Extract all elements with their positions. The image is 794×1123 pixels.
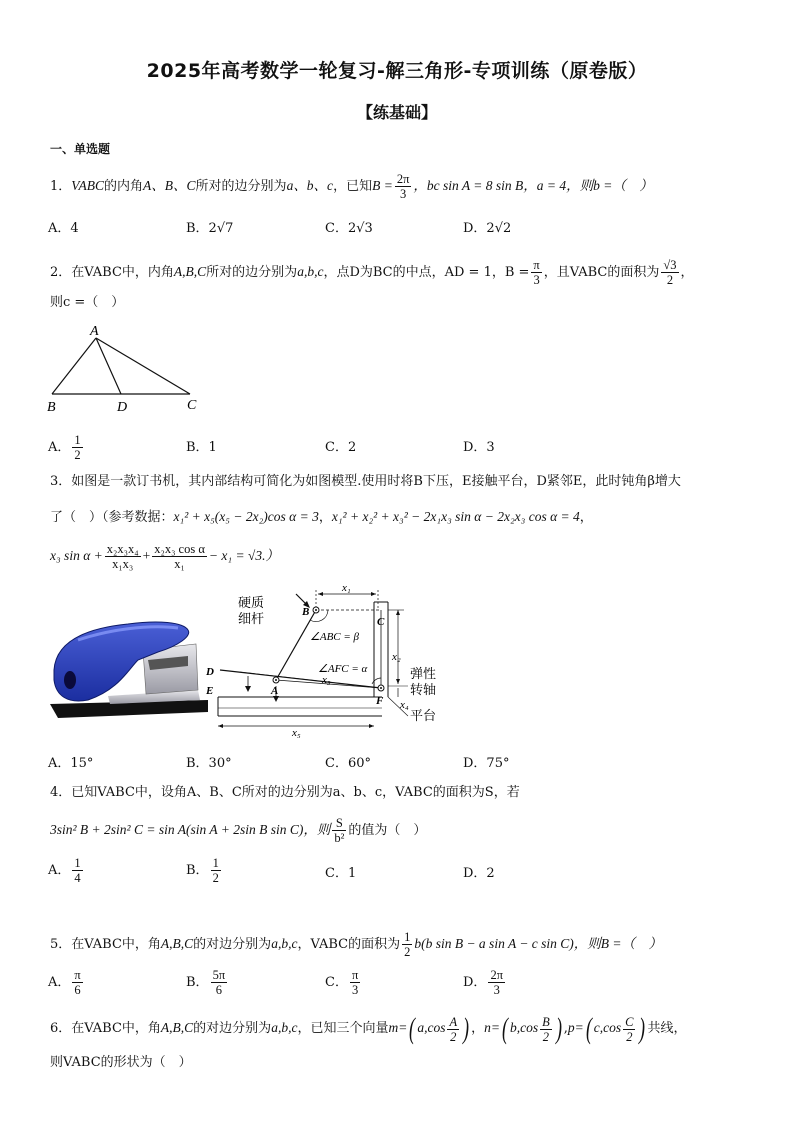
question-number: 4． xyxy=(50,785,72,800)
option-a[interactable]: A． $\frac{1}{2}$ xyxy=(48,433,81,462)
question-text: 所对的边分别为 xyxy=(206,265,298,280)
equation-2: x₁² + x₂² + x₃² − 2x₁x₃ sin α − 2x₂x₃ cos α = 4 xyxy=(331,509,580,524)
angle-vars: A,B,C xyxy=(160,1020,194,1036)
angle-vars: A,B,C xyxy=(160,936,194,951)
triangle-figure xyxy=(40,322,220,418)
option-c[interactable]: C．2 xyxy=(325,440,357,455)
vector-m-render: m=( a,cos $\frac{A}{2}$ ) xyxy=(388,1012,470,1045)
label-elastic: 弹性 xyxy=(410,666,437,681)
option-b[interactable]: B． $\frac{1}{2}$ xyxy=(186,856,219,885)
option-c[interactable]: C．1 xyxy=(325,866,357,881)
question-text: ，VABC的面积为 xyxy=(297,937,401,952)
side-vars: a、b、c xyxy=(286,178,334,193)
question-text: 如图是一款订书机，其内部结构可简化为如图模型.使用时将B下压，E接触平台，D紧邻E，此时钝角β增大 xyxy=(71,474,681,489)
label-rigid: 硬质 xyxy=(238,595,265,610)
label-angle-abc: ∠ABC = β xyxy=(310,631,360,643)
triangle-label: VABC xyxy=(71,178,105,193)
question-text: 共线， xyxy=(647,1021,687,1037)
option-d[interactable]: D．2 xyxy=(463,866,495,881)
angle-vars: A,B,C xyxy=(173,264,207,279)
label-x1: x₁ xyxy=(342,582,351,594)
question-text: 所对的边分别为 xyxy=(195,179,287,194)
label-b: B xyxy=(302,606,310,618)
question-2 xyxy=(50,258,694,287)
question-number: 1． xyxy=(50,179,72,194)
label-axis: 转轴 xyxy=(410,682,437,697)
label-x4: x₄ xyxy=(400,699,409,711)
page-title: 2025年高考数学一轮复习-解三角形-专项训练（原卷版） xyxy=(146,60,648,82)
label-x5: x₅ xyxy=(292,727,301,739)
option-b[interactable]: B．1 xyxy=(186,440,217,455)
plus-sign: + xyxy=(142,548,151,563)
label-rod: 细杆 xyxy=(238,611,265,626)
label-x3: x₃ xyxy=(322,674,331,686)
option-a[interactable]: A． $\frac{\pi}{6}$ xyxy=(48,968,81,997)
option-b[interactable]: B．2√7 xyxy=(186,221,234,236)
question-text: 的对边分别为 xyxy=(193,1021,272,1037)
vector-n-render: n=( b,cos $\frac{B}{2}$ ) xyxy=(484,1012,562,1045)
question-text: ，已知三个向量 xyxy=(297,1021,389,1037)
option-d[interactable]: D．75° xyxy=(463,756,510,771)
equation: x₃ sin α + xyxy=(50,548,103,563)
question-3 xyxy=(50,473,681,491)
question-text: 的对边分别为 xyxy=(193,937,272,952)
question-6-line2: 则VABC的形状为（ ） xyxy=(50,1055,192,1070)
side-ac xyxy=(96,338,190,394)
equation-1: x₁² + x₅(x₅ − 2x₂)cos α = 3 xyxy=(173,509,319,524)
question-number: 2． xyxy=(50,265,72,280)
option-c[interactable]: C．2√3 xyxy=(325,221,373,236)
section-heading: 一、单选题 xyxy=(50,142,111,156)
page-subtitle: 【练基础】 xyxy=(356,103,437,122)
question-2-line2: 则c =（ ） xyxy=(50,295,125,310)
label-d: D xyxy=(206,666,214,678)
option-d[interactable]: D． $\frac{2\pi}{3}$ xyxy=(463,968,503,997)
punct: ， xyxy=(680,265,694,280)
fraction: $\frac{2\pi}{3}$ xyxy=(396,172,410,201)
angle-vars: A、B、C xyxy=(143,178,196,193)
question-text: ，且VABC的面积为 xyxy=(543,265,660,280)
equation: b(b sin B − a sin A − c sin C)，则B =（ ） xyxy=(414,936,663,951)
option-b[interactable]: B． $\frac{5\pi}{6}$ xyxy=(186,968,226,997)
label-c: C xyxy=(187,398,197,413)
question-5: 5．在VABC中，角A,B,C的对边分别为a,b,c，VABC的面积为 $\frac{1}{2}$ b(b sin B − a sin A − c sin C)，则B =（ ） xyxy=(50,930,663,959)
question-text: 的值为（ ） xyxy=(348,823,427,838)
stapler-photo xyxy=(48,600,210,720)
side-vars: a,b,c xyxy=(297,264,324,279)
question-4-line2: 3sin² B + 2sin² C = sin A(sin A + 2sin B sin C)，则 $\frac{S}{\text{b²}}$ 的值为（ ） xyxy=(50,816,427,845)
label-f: F xyxy=(376,695,384,707)
question-3-line2: 了（ ）（参考数据：x₁² + x₅(x₅ − 2x₂)cos α = 3，x₁² + x₂² + x₃² − 2x₁x₃ sin α − 2x₂x₃ cos α = 4， xyxy=(50,509,593,525)
side-vars: a,b,c xyxy=(271,936,298,951)
rod-ba xyxy=(276,610,316,680)
side-vars: a,b,c xyxy=(271,1020,298,1036)
question-text: 了（ ）（参考数据： xyxy=(50,510,174,525)
question-4 xyxy=(50,784,520,802)
stapler-model-diagram xyxy=(200,580,450,740)
question-number: 5． xyxy=(50,937,72,952)
equation: 3sin² B + 2sin² C = sin A(sin A + 2sin B sin C)，则 xyxy=(50,822,331,837)
option-a[interactable]: A．4 xyxy=(48,221,79,236)
label-a: A xyxy=(271,685,279,697)
option-d[interactable]: D．2√2 xyxy=(463,221,512,236)
option-d[interactable]: D．3 xyxy=(463,440,495,455)
equation: − x₁ = √3.） xyxy=(208,548,279,563)
fraction: $\frac{√3}{2}$ xyxy=(663,258,677,287)
question-1 xyxy=(50,172,653,201)
vector-p-render: p=( c,cos $\frac{C}{2}$ ) xyxy=(567,1012,646,1045)
question-text: 已知VABC中，设角A、B、C所对的边分别为a、b、c，VABC的面积为S，若 xyxy=(71,785,520,800)
question-number: 3． xyxy=(50,474,72,489)
question-text: 在VABC中，角 xyxy=(71,937,161,952)
question-text: 在VABC中，角 xyxy=(71,1021,161,1037)
label-b: B xyxy=(47,400,56,415)
median-ad xyxy=(96,338,121,394)
fraction: $\frac{\pi}{3}$ xyxy=(533,258,540,287)
label-x2: x₂ xyxy=(392,651,401,663)
label-platform: 平台 xyxy=(410,708,437,723)
label-e: E xyxy=(206,685,214,697)
option-a[interactable]: A． $\frac{1}{4}$ xyxy=(48,856,81,885)
question-text: 的内角 xyxy=(104,179,144,194)
question-6: 6．在VABC中，角A,B,C的对边分别为a,b,c，已知三个向量m=( a,cos $\frac{A}{2}$ ) ，n=( b,cos $\frac{B}{2}$ ) ,p=( c,cos $\frac{C}{2}$ ) 共线， xyxy=(50,1012,687,1045)
option-a[interactable]: A．15° xyxy=(48,756,94,771)
question-number: 6． xyxy=(50,1021,72,1037)
option-c[interactable]: C．60° xyxy=(325,756,371,771)
option-b[interactable]: B．30° xyxy=(186,756,232,771)
label-c: C xyxy=(377,616,385,628)
label-a: A xyxy=(90,324,99,339)
side-ab xyxy=(52,338,96,394)
option-c[interactable]: C． $\frac{\pi}{3}$ xyxy=(325,968,359,997)
question-text: 在VABC中，内角 xyxy=(71,265,174,280)
label-d: D xyxy=(117,400,128,415)
equation: B = xyxy=(372,178,393,193)
question-text: ，点D为BC的中点，AD = 1，B = xyxy=(323,265,530,280)
condition-text: ，bc sin A = 8 sin B，a = 4，则b =（ ） xyxy=(413,178,653,193)
question-3-line3: x₃ sin α + $\frac{\text{x₂x₃x₄}}{\text{x₁x₃}}$ + $\frac{\text{x₂x₃ cos α}}{\text{x₁}}$ − x₁ = √3.） xyxy=(50,542,279,571)
question-text: ，已知 xyxy=(333,179,373,194)
label-angle-afc: ∠AFC = α xyxy=(318,663,368,675)
